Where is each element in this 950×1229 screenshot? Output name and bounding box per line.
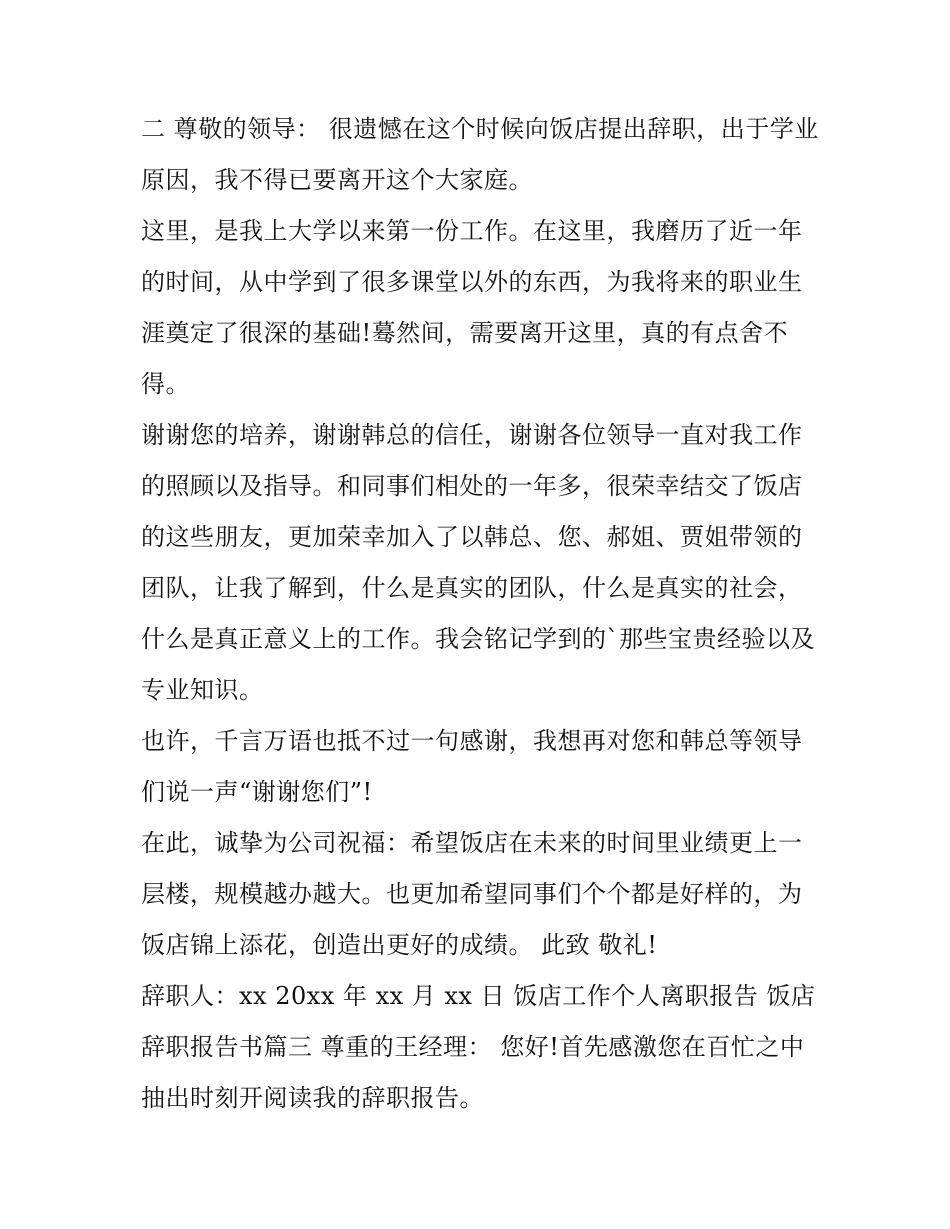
paragraph-first-job: 这里，是我上大学以来第一份工作。在这里，我磨历了近一年的时间，从中学到了很多课堂以外的东西，为我将来的职业生涯奠定了很深的基础!蓦然间，需要离开这里，真的有点舍不得。 [141,217,803,398]
paragraph-gratitude: 也许，千言万语也抵不过一句感谢，我想再对您和韩总等领导们说一声“谢谢您们”! [141,727,803,806]
paragraph-thanks: 谢谢您的培养，谢谢韩总的信任，谢谢各位领导一直对我工作的照顾以及指导。和同事们相处的一年多，很荣幸结交了饭店的这些朋友，更加荣幸加入了以韩总、您、郝姐、贾姐带领的团队，让我了解到，什么是真实的团队，什么是真实的社会，什么是真正意义上的工作。我会铭记学到的`那些宝贵经验以及专业知识。 [141,421,815,704]
document-body [141,104,821,1124]
paragraph-salutation: 二 尊敬的领导： 很遗憾在这个时候向饭店提出辞职，出于学业原因，我不得已要离开这个大家庭。 [141,115,819,194]
paragraph-blessing: 在此，诚挚为公司祝福：希望饭店在未来的时间里业绩更上一层楼，规模越办越大。也更加希望同事们个个都是好样的，为饭店锦上添花，创造出更好的成绩。 此致 敬礼! [141,829,803,959]
paragraph-signature: 辞职人：xx 20xx 年 xx 月 xx 日 饭店工作个人离职报告 饭店辞职报告书篇三 尊重的王经理： 您好!首先感激您在百忙之中抽出时刻开阅读我的辞职报告。 [141,982,816,1112]
